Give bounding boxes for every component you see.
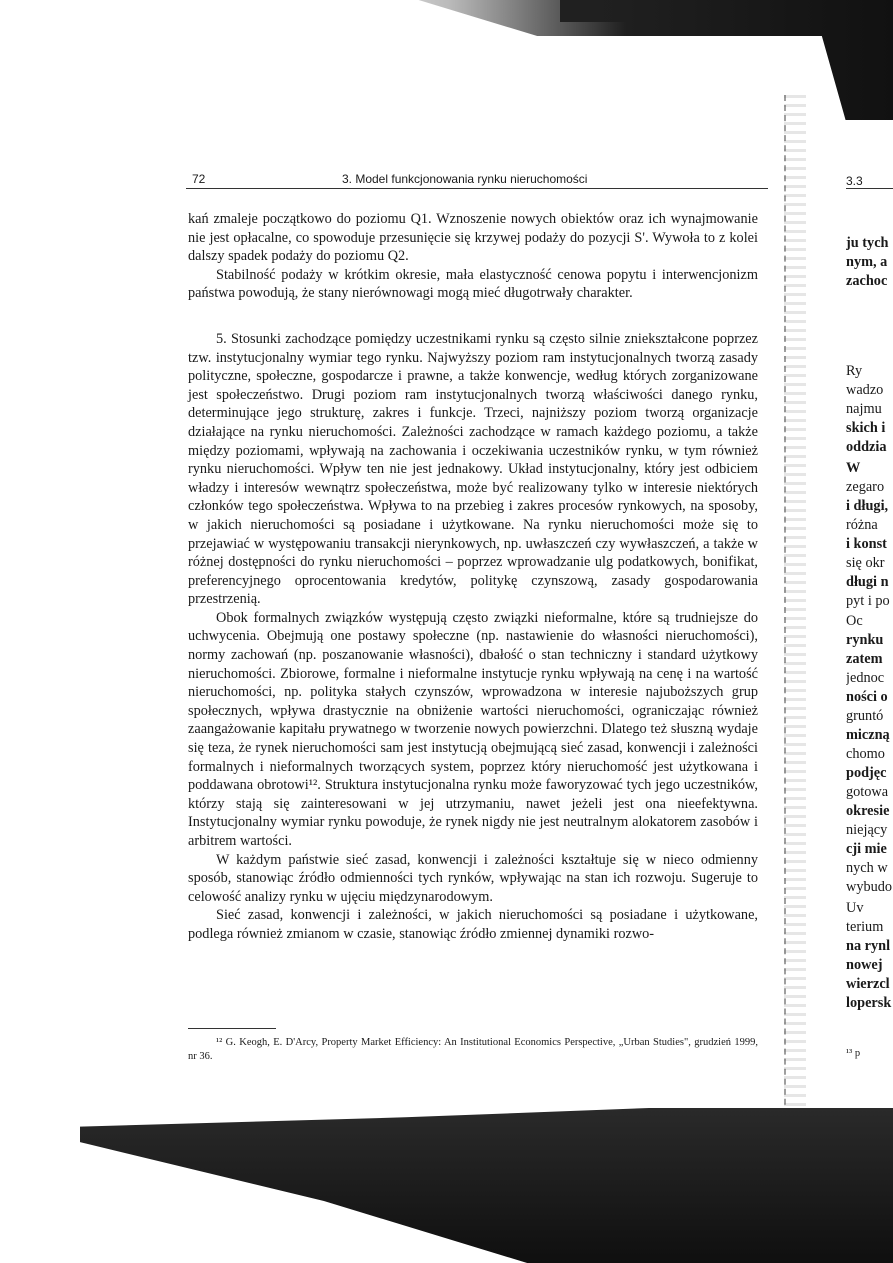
- paragraph-4: Obok formalnych związków występują często związki nieformalne, które są trudniejsze do uchwycenia. Obejmują one postawy społeczne (np. nastawienie do własności nieruchomości), normy zachowań (np. poszanowanie własności), dbałość o stan techniczny i standard użytkowy nieruchomości. Zbiorowe, formalne i nieformalne instytucje rynku wpływają na cenę i na wartość nieruchomości, np. polityka stałych czynszów, wprowadzona w interesie najuboższych grup społecznych, wpływa drastycznie na obniżenie wartości nieruchomości, ograniczając również zaangażowanie kapitału prywatnego w tworzenie nowych powierzchni. Dlatego też słuszną wydaje się teza, że rynek nieruchomości sam jest instytucją obejmującą sieć zasad, konwencji i zależności formalnych i nieformalnych tworzących system, poprzez który nieruchomość jest użytkowana i poddawana obrotowi¹². Struktura instytucjonalna rynku może faworyzować tych jego uczestników, którzy stają się zainteresowani w jej utrzymaniu, nawet jeżeli jest ona nieefektywna. Instytucjonalny wymiar rynku powoduje, że rynek nigdy nie jest neutralnym alokatorem zasobów i arbitrem wartości.: [188, 609, 758, 849]
- right-page-fragment: najmu: [846, 401, 882, 417]
- right-page-fragment: gruntó: [846, 708, 884, 724]
- right-page-fragment: nowej: [846, 957, 883, 973]
- right-page-fragment: zatem: [846, 651, 883, 667]
- right-page-fragment: wierzcl: [846, 976, 890, 992]
- header-rule: [186, 188, 768, 189]
- right-page-fragment: okresie: [846, 803, 890, 819]
- right-page-fragment: podjęc: [846, 765, 887, 781]
- right-page-fragment: wybudo: [846, 879, 893, 895]
- right-page-fragment: W: [846, 460, 861, 476]
- right-page-fragment: nym, a: [846, 254, 888, 270]
- paragraph-2: Stabilność podaży w krótkim okresie, mała elastyczność cenowa popytu i interwencjonizm państwa powodują, że stany nierównowagi mogą mieć długotrwały charakter.: [188, 266, 758, 302]
- page-number: 72: [192, 172, 206, 186]
- scan-shadow-bottom: [80, 1108, 893, 1263]
- paragraph-3: 5. Stosunki zachodzące pomiędzy uczestnikami rynku są często silnie zniekształcone poprzez tzw. instytucjonalny wymiar tego rynku. Najwyższy poziom ram instytucjonalnych tworzą zasady polityczne, społeczne, gospodarcze i prawne, a także konwencje, według których zorganizowane jest społeczeństwo. Drugi poziom ram instytucjonalnych tworzą właściwości danego rynku, determinujące jego strukturę, zakres i funkcje. Trzeci, najniższy poziom tworzą organizacje działające na rynku nieruchomości. Zależności zachodzące w ramach każdego poziomu, a także między poziomami, wpływają na zachowania i oczekiwania uczestników rynku, w tym również rynku nieruchomości. Wpływ ten nie jest jednakowy. Układ instytucjonalny, który jest odbiciem władzy i interesów wewnątrz społeczeństwa, może być realizowany tylko w interesie niektórych członków tego społeczeństwa. Wpływa to na przebieg i zakres procesów rynkowych, na sposoby, w jakich nieruchomości są posiadane i użytkowane. Na rynku nieruchomości może się to przejawiać w występowaniu transakcji nierynkowych, np. uwłaszczeń czy wywłaszczeń, a także w różnej dostępności do rynku nieruchomości – poprzez wprowadzanie ulg podatkowych, bonifikat, preferencyjnego oprocentowania kredytów, politykę czynszową, zasady gospodarowania przestrzenią.: [188, 330, 758, 608]
- right-page-fragment: i długi,: [846, 498, 889, 514]
- paragraph-6: Sieć zasad, konwencji i zależności, w jakich nieruchomości są posiadane i użytkowane, podlega również zmianom w czasie, stanowiąc źródło zmiennej dynamiki rozwo-: [188, 907, 758, 942]
- right-page-fragment: różna: [846, 517, 878, 533]
- body-text: [188, 210, 758, 944]
- right-page-fragment: oddzia: [846, 439, 887, 455]
- paragraph-1: kań zmaleje początkowo do poziomu Q1. Wznoszenie nowych obiektów oraz ich wynajmowanie nie jest opłacalne, co spowoduje przesunięcie się krzywej podaży do pozycji S'. Wywoła to z kolei dalszy spadek podaży do poziomu Q2.: [188, 211, 758, 265]
- right-page-fragment: skich i: [846, 420, 886, 436]
- right-page-fragment: jednoc: [846, 670, 885, 686]
- right-page-fragment: wadzo: [846, 382, 884, 398]
- right-page-fragment: Oc: [846, 613, 863, 629]
- right-page-fragment: terium: [846, 919, 884, 935]
- right-page-header: 3.3: [846, 174, 863, 188]
- book-gutter: [784, 95, 806, 1155]
- footnote-rule: [188, 1028, 276, 1029]
- paragraph-5: W każdym państwie sieć zasad, konwencji i zależności kształtuje się w nieco odmienny sposób, stanowiąc źródło odmienności tych rynków, wpływając na stan ich rozwoju. Sugeruje to celowość analizy rynku w ujęciu międzynarodowym.: [188, 851, 758, 905]
- right-page-fragment: pyt i po: [846, 593, 890, 609]
- right-page-fragment: chomo: [846, 746, 885, 762]
- right-page-fragment: gotowa: [846, 784, 889, 800]
- right-page-edge: [846, 0, 893, 1263]
- running-title: 3. Model funkcjonowania rynku nieruchomości: [342, 172, 588, 186]
- right-page-fragment: się okr: [846, 555, 885, 571]
- right-page-fragment: rynku: [846, 632, 884, 648]
- right-page-fragment: zegaro: [846, 479, 885, 495]
- right-page-fragment: i konst: [846, 536, 887, 552]
- right-page-fragment: lopersk: [846, 995, 892, 1011]
- right-page-fragment: cji mie: [846, 841, 887, 857]
- right-page-fragment: Ry: [846, 363, 863, 379]
- footnote-12: ¹² G. Keogh, E. D'Arcy, Property Market Efficiency: An Institutional Economics Perspective, „Urban Studies", grudzień 1999, nr 36.: [188, 1037, 758, 1062]
- right-page-fragment: nych w: [846, 860, 888, 876]
- right-page-fragment: ju tych: [846, 235, 889, 251]
- right-page-fragment: długi n: [846, 574, 889, 590]
- right-page-fragment: Uv: [846, 900, 864, 916]
- right-page-fragment: na rynl: [846, 938, 891, 954]
- right-page-fragment: ności o: [846, 689, 888, 705]
- right-page-fragment: miczną: [846, 727, 890, 743]
- right-page-fragment: niejący: [846, 822, 888, 838]
- right-header-rule: [846, 188, 893, 189]
- right-page-fragment: zachoc: [846, 273, 888, 289]
- right-page-fragment: ¹³ p: [846, 1048, 861, 1059]
- running-head: [186, 170, 768, 190]
